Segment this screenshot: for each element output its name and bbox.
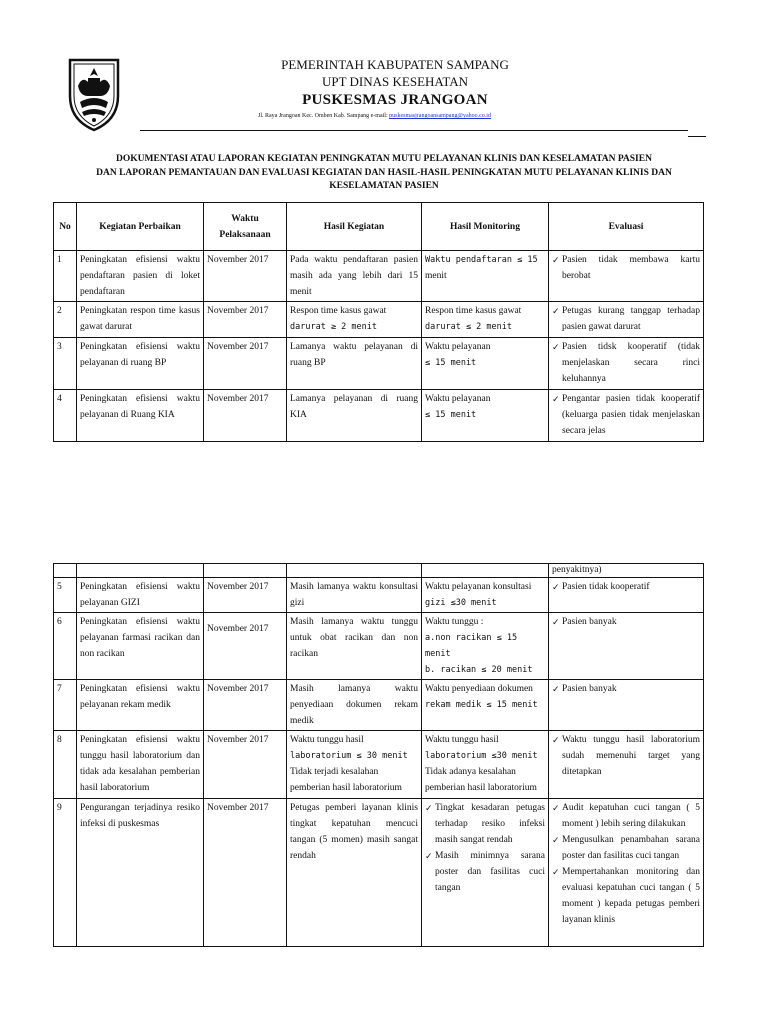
hasil-line: Respon time kasus gawat — [290, 306, 387, 316]
table-row — [54, 390, 704, 442]
row-no: 7 — [54, 680, 77, 731]
monitoring-text: Masih minimnya sarana poster dan fasilitas cuci tangan — [435, 851, 545, 893]
checkmark-icon: ✓ — [552, 803, 560, 813]
checkmark-icon: ✓ — [552, 582, 560, 592]
row-waktu: November 2017 — [204, 680, 287, 731]
row-no: 5 — [54, 578, 77, 613]
letterhead — [60, 52, 706, 142]
row-waktu: November 2017 — [204, 302, 287, 338]
row-kegiatan: Peningkatan efisiensi waktu pendaftaran pasien di loket pendaftaran — [77, 251, 204, 302]
row-kegiatan: Peningkatan efisiensi waktu tunggu hasil laboratorium dan tidak ada kesalahan pemberian hasil laboratorium — [77, 731, 204, 799]
evaluasi-item — [552, 681, 700, 697]
continuation-text: penyakitnya) — [549, 564, 704, 578]
row-no: 6 — [54, 613, 77, 680]
row-hasil: Masih lamanya waktu tunggu untuk obat racikan dan non racikan — [287, 613, 422, 680]
row-hasil: Masih lamanya waktu konsultasi gizi — [287, 578, 422, 613]
evaluasi-item — [552, 832, 700, 864]
monitoring-line: Tidak adanya kesalahan pemberian hasil laboratorium — [425, 767, 537, 793]
monitoring-line: rekam medik ≤ 15 menit — [425, 700, 538, 710]
header-hasil: Hasil Kegiatan — [287, 203, 422, 251]
table-row — [54, 338, 704, 390]
monitoring-line: Waktu tunggu : — [425, 617, 484, 627]
evaluasi-text: Pasien tidsk kooperatif (tidak menjelaskan secara rinci keluhannya — [562, 342, 700, 384]
document-title — [64, 153, 704, 194]
monitoring-line: Waktu pelayanan konsultasi — [425, 582, 532, 592]
row-hasil: Lamanya waktu pelayanan di ruang BP — [287, 338, 422, 390]
row-waktu: November 2017 — [204, 731, 287, 799]
row-no: 3 — [54, 338, 77, 390]
row-evaluasi — [549, 578, 704, 613]
hasil-line: darurat ≥ 2 menit — [290, 322, 377, 332]
monitoring-item — [425, 800, 545, 848]
row-no: 9 — [54, 799, 77, 947]
row-evaluasi — [549, 251, 704, 302]
checkmark-icon: ✓ — [552, 617, 560, 627]
monitoring-item — [425, 848, 545, 896]
report-table-page-2 — [53, 563, 704, 947]
letterhead-rule-tail — [688, 136, 706, 137]
table-row — [54, 799, 704, 947]
monitoring-text: Tingkat kesadaran petugas terhadap resiko infeksi masih sangat rendah — [435, 803, 545, 845]
evaluasi-text: Mempertahankan monitoring dan evaluasi kepatuhan cuci tangan ( 5 moment ) kepada petugas pemberi layanan klinis — [562, 867, 700, 925]
monitoring-line: Waktu penyediaan dokumen — [425, 684, 533, 694]
row-kegiatan: Peningkatan efisiensi waktu pelayanan rekam medik — [77, 680, 204, 731]
evaluasi-item — [552, 864, 700, 928]
evaluasi-text: Pasien tidak kooperatif — [562, 582, 650, 592]
checkmark-icon: ✓ — [552, 735, 560, 745]
row-hasil — [287, 731, 422, 799]
empty-cell — [422, 564, 549, 578]
evaluasi-item — [552, 252, 700, 284]
row-evaluasi — [549, 680, 704, 731]
row-hasil: Petugas pemberi layanan klinis tingkat kepatuhan mencuci tangan (5 momen) masih sangat rendah — [287, 799, 422, 947]
evaluasi-item — [552, 339, 700, 387]
row-no: 2 — [54, 302, 77, 338]
row-no: 4 — [54, 390, 77, 442]
row-monitoring — [422, 302, 549, 338]
row-monitoring — [422, 390, 549, 442]
agency-name: UPT DINAS KESEHATAN — [321, 74, 469, 89]
row-evaluasi — [549, 613, 704, 680]
hasil-line: Waktu tunggu hasil — [290, 735, 364, 745]
row-waktu: November 2017 — [204, 251, 287, 302]
evaluasi-item — [552, 732, 700, 780]
title-line-3: KESELAMATAN PASIEN — [329, 181, 439, 191]
header-no: No — [54, 203, 77, 251]
row-kegiatan: Peningkatan efisiensi waktu pelayanan farmasi racikan dan non racikan — [77, 613, 204, 680]
header-waktu-line2: Pelaksanaan — [219, 229, 271, 240]
row-waktu: November 2017 — [204, 613, 287, 680]
report-table-page-1 — [53, 202, 704, 442]
row-evaluasi — [549, 338, 704, 390]
row-evaluasi — [549, 731, 704, 799]
monitoring-line: Waktu pendaftaran ≤ 15 — [425, 255, 538, 265]
row-hasil: Lamanya pelayanan di ruang KIA — [287, 390, 422, 442]
address-line — [258, 113, 491, 119]
row-monitoring — [422, 799, 549, 947]
monitoring-line: Waktu pelayanan — [425, 394, 491, 404]
title-line-2: DAN LAPORAN PEMANTAUAN DAN EVALUASI KEGIATAN DAN HASIL-HASIL PENINGKATAN MUTU PELAYANAN KLINIS DAN — [96, 167, 672, 178]
header-waktu — [204, 203, 287, 251]
header-evaluasi: Evaluasi — [549, 203, 704, 251]
sampang-regency-crest-icon — [64, 56, 124, 132]
evaluasi-text: Pasien tidak membawa kartu berobat — [562, 255, 700, 281]
title-line-1: DOKUMENTASI ATAU LAPORAN KEGIATAN PENINGKATAN MUTU PELAYANAN KLINIS DAN KESELAMATAN PASIEN — [116, 154, 652, 164]
evaluasi-item — [552, 614, 700, 630]
email-link[interactable]: puskesmasjrangoansampang@yahoo.co.id — [389, 113, 491, 119]
row-waktu: November 2017 — [204, 338, 287, 390]
row-hasil: Masih lamanya waktu penyediaan dokumen rekam medik — [287, 680, 422, 731]
hasil-line: laboratorium ≤ 30 menit — [290, 751, 408, 761]
evaluasi-text: Audit kepatuhan cuci tangan ( 5 moment ) lebih sering dilakukan — [562, 803, 700, 829]
table-row — [54, 731, 704, 799]
row-monitoring — [422, 578, 549, 613]
row-kegiatan: Peningkatan respon time kasus gawat darurat — [77, 302, 204, 338]
row-monitoring — [422, 338, 549, 390]
row-hasil: Pada waktu pendaftaran pasien masih ada yang lebih dari 15 menit — [287, 251, 422, 302]
row-kegiatan: Peningkatan efisiensi waktu pelayanan di Ruang KIA — [77, 390, 204, 442]
checkmark-icon: ✓ — [425, 803, 433, 813]
letterhead-rule — [140, 130, 688, 131]
row-hasil — [287, 302, 422, 338]
row-waktu: November 2017 — [204, 799, 287, 947]
row-monitoring — [422, 613, 549, 680]
table-row — [54, 302, 704, 338]
empty-cell — [54, 564, 77, 578]
checkmark-icon: ✓ — [552, 684, 560, 694]
checkmark-icon: ✓ — [425, 851, 433, 861]
monitoring-line: Waktu pelayanan — [425, 342, 491, 352]
table-row — [54, 613, 704, 680]
row-kegiatan: Pengurangan terjadinya resiko infeksi di puskesmas — [77, 799, 204, 947]
row-monitoring — [422, 731, 549, 799]
evaluasi-text: Mengusulkan penambahan sarana poster dan fasilitas cuci tangan — [562, 835, 700, 861]
table-header-row — [54, 203, 704, 251]
row-evaluasi — [549, 799, 704, 947]
evaluasi-text: Pengantar pasien tidak kooperatif (keluarga pasien tidak menjelaskan secara jelas — [562, 394, 700, 436]
hasil-line: Tidak terjadi kesalahan pemberian hasil laboratorium — [290, 767, 402, 793]
monitoring-line: ≤ 15 menit — [425, 358, 477, 368]
monitoring-line: gizi ≤30 menit — [425, 598, 497, 608]
monitoring-line: Respon time kasus gawat — [425, 306, 522, 316]
evaluasi-text: Pasien banyak — [562, 617, 617, 627]
evaluasi-text: Pasien banyak — [562, 684, 617, 694]
evaluasi-item — [552, 579, 700, 595]
monitoring-line: ≤ 15 menit — [425, 410, 477, 420]
monitoring-line: menit — [425, 271, 447, 281]
checkmark-icon: ✓ — [552, 306, 560, 316]
checkmark-icon: ✓ — [552, 867, 560, 877]
row-waktu: November 2017 — [204, 578, 287, 613]
evaluasi-item — [552, 303, 700, 335]
checkmark-icon: ✓ — [552, 342, 560, 352]
monitoring-line: b. racikan ≤ 20 menit — [425, 665, 533, 675]
table-row — [54, 251, 704, 302]
checkmark-icon: ✓ — [552, 394, 560, 404]
address-text: Jl. Raya Jrangoan Kec. Omben Kab. Sampang e-mail: — [258, 113, 390, 119]
row-evaluasi — [549, 302, 704, 338]
row-kegiatan: Peningkatan efisiensi waktu pelayanan di ruang BP — [77, 338, 204, 390]
row-evaluasi — [549, 390, 704, 442]
government-name: PEMERINTAH KABUPATEN SAMPANG — [281, 57, 509, 72]
row-no: 1 — [54, 251, 77, 302]
empty-cell — [204, 564, 287, 578]
row-monitoring — [422, 251, 549, 302]
table-row — [54, 680, 704, 731]
empty-cell — [77, 564, 204, 578]
monitoring-line: Waktu tunggu hasil — [425, 735, 499, 745]
monitoring-line: laboratorium ≤30 menit — [425, 751, 538, 761]
row-monitoring — [422, 680, 549, 731]
letterhead-text — [210, 56, 580, 110]
checkmark-icon: ✓ — [552, 255, 560, 265]
table-continuation-row — [54, 564, 704, 578]
monitoring-line: a.non racikan ≤ 15 menit — [425, 633, 518, 659]
table-row — [54, 578, 704, 613]
evaluasi-text: Petugas kurang tanggap terhadap pasien gawat darurat — [562, 306, 700, 332]
row-no: 8 — [54, 731, 77, 799]
header-monitoring: Hasil Monitoring — [422, 203, 549, 251]
checkmark-icon: ✓ — [552, 835, 560, 845]
row-waktu: November 2017 — [204, 390, 287, 442]
header-kegiatan: Kegiatan Perbaikan — [77, 203, 204, 251]
evaluasi-item — [552, 391, 700, 439]
empty-cell — [287, 564, 422, 578]
row-kegiatan: Peningkatan efisiensi waktu pelayanan GIZI — [77, 578, 204, 613]
evaluasi-text: Waktu tunggu hasil laboratorium sudah memenuhi target yang ditetapkan — [562, 735, 700, 777]
monitoring-line: darurat ≤ 2 menit — [425, 322, 512, 332]
header-waktu-line1: Waktu — [231, 213, 259, 224]
puskesmas-name: PUSKESMAS JRANGOAN — [302, 92, 488, 108]
evaluasi-item — [552, 800, 700, 832]
